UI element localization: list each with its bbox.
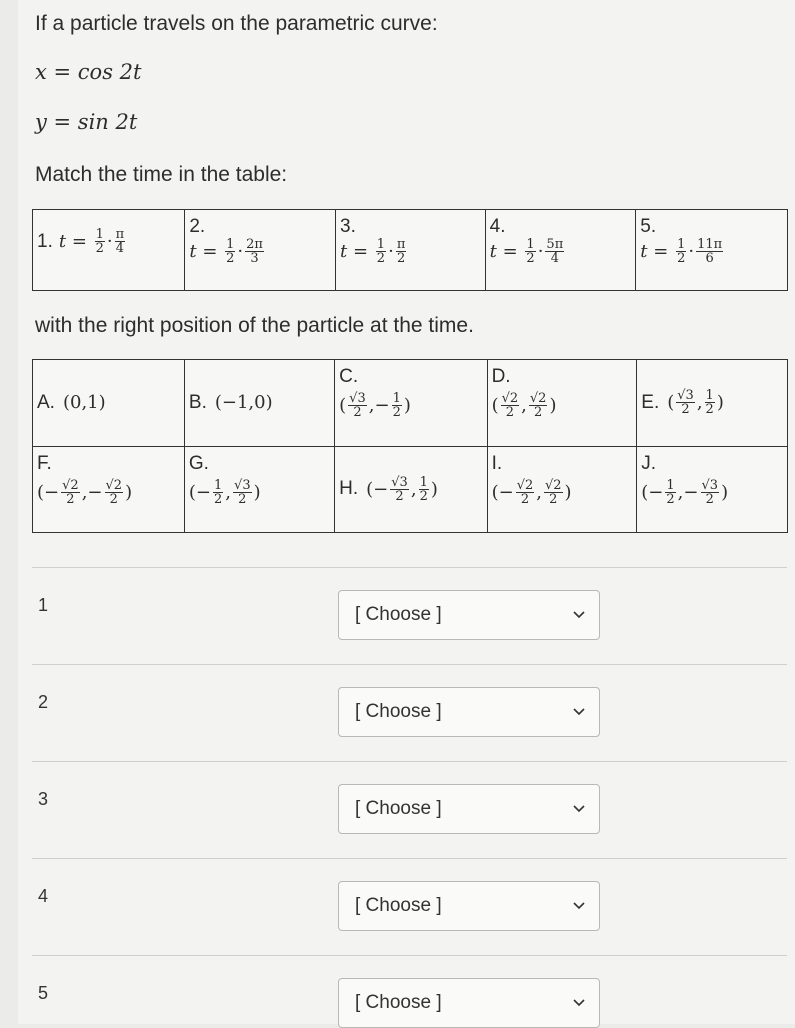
comma: , bbox=[81, 392, 88, 414]
position-label: I. bbox=[491, 452, 503, 474]
time-label: 4. bbox=[489, 216, 506, 237]
numerator: √2 bbox=[516, 477, 534, 493]
minus-sign: − bbox=[44, 481, 60, 503]
position-label: B. bbox=[188, 391, 207, 413]
answer-divider bbox=[32, 567, 787, 568]
time-cell-5 bbox=[636, 210, 788, 291]
coordinate bbox=[374, 392, 403, 419]
answer-divider bbox=[32, 858, 787, 859]
denominator: 2 bbox=[66, 491, 75, 507]
answer-select-1[interactable] bbox=[338, 590, 600, 640]
times-dot: · bbox=[388, 241, 394, 262]
time-inline bbox=[37, 228, 127, 255]
comma: , bbox=[81, 481, 88, 503]
numerator: √2 bbox=[501, 391, 519, 406]
equation-y bbox=[35, 110, 137, 134]
numerator: 5π bbox=[546, 237, 564, 252]
numerator: 1 bbox=[214, 477, 223, 493]
close-paren: ) bbox=[430, 478, 438, 500]
position-inline bbox=[641, 389, 724, 416]
time-label: 3. bbox=[340, 216, 356, 237]
denominator: 2 bbox=[392, 405, 401, 420]
select-value: [ Choose ] bbox=[355, 798, 442, 819]
position-cell-h bbox=[335, 446, 487, 533]
fraction bbox=[676, 389, 695, 416]
coordinate bbox=[373, 476, 411, 503]
coordinate bbox=[196, 479, 225, 506]
time-expression bbox=[640, 238, 725, 265]
position-label: J. bbox=[641, 452, 657, 474]
select-value: [ Choose ] bbox=[355, 701, 442, 722]
denominator: 2 bbox=[95, 241, 104, 256]
answer-select-5[interactable] bbox=[338, 978, 600, 1028]
denominator: 2 bbox=[226, 251, 235, 266]
denominator: 4 bbox=[550, 251, 559, 266]
open-paren: ( bbox=[188, 481, 196, 503]
fraction bbox=[544, 479, 563, 506]
denominator: 2 bbox=[526, 251, 535, 266]
open-paren: ( bbox=[62, 392, 70, 414]
denominator: 2 bbox=[534, 405, 543, 420]
numerator: √3 bbox=[677, 388, 694, 404]
close-paren: ) bbox=[125, 481, 133, 503]
fraction bbox=[525, 238, 535, 265]
answer-divider bbox=[32, 955, 787, 956]
close-paren: ) bbox=[98, 392, 106, 414]
answer-number: 5 bbox=[38, 983, 49, 1003]
coordinate bbox=[499, 479, 537, 506]
comma: , bbox=[248, 392, 255, 414]
position-expression bbox=[366, 476, 438, 503]
comma: , bbox=[410, 478, 417, 500]
numerator: 2π bbox=[246, 237, 263, 252]
position-cell-j bbox=[637, 446, 788, 533]
position-expression bbox=[492, 479, 572, 506]
fraction bbox=[701, 479, 720, 506]
space bbox=[87, 231, 93, 252]
close-paren: ) bbox=[253, 481, 261, 503]
space bbox=[518, 241, 524, 262]
position-cell-b bbox=[184, 360, 334, 447]
denominator: 2 bbox=[395, 488, 404, 504]
close-paren: ) bbox=[716, 392, 724, 414]
fraction bbox=[61, 479, 80, 506]
position-cell-g bbox=[184, 446, 334, 533]
numerator: 1 bbox=[376, 237, 386, 252]
denominator: 2 bbox=[214, 491, 223, 507]
coordinate bbox=[674, 389, 697, 416]
denominator: 2 bbox=[419, 488, 428, 504]
position-cell-a bbox=[33, 360, 185, 447]
fraction bbox=[419, 476, 429, 503]
space bbox=[668, 241, 674, 262]
coordinate bbox=[527, 392, 550, 419]
coordinate bbox=[648, 479, 677, 506]
positions-row bbox=[33, 360, 788, 447]
select-value: [ Choose ] bbox=[355, 992, 442, 1013]
times-table bbox=[32, 209, 788, 291]
denominator: 3 bbox=[250, 251, 259, 266]
answer-select-3[interactable] bbox=[338, 784, 600, 834]
time-prefix: t = bbox=[340, 241, 369, 262]
fraction bbox=[545, 238, 564, 265]
open-paren: ( bbox=[37, 481, 45, 503]
comma: , bbox=[368, 395, 375, 416]
fraction bbox=[390, 476, 409, 503]
numerator: π bbox=[396, 237, 406, 252]
fraction bbox=[213, 479, 223, 506]
comma: , bbox=[696, 392, 703, 414]
time-prefix: t = bbox=[640, 241, 669, 262]
chevron-down-icon[interactable] bbox=[569, 902, 589, 910]
numerator: √2 bbox=[62, 477, 79, 493]
minus-sign: − bbox=[195, 481, 212, 503]
time-cell-2 bbox=[185, 210, 336, 291]
open-paren: ( bbox=[339, 395, 347, 416]
numerator: 1 bbox=[526, 237, 535, 252]
minus-sign: − bbox=[498, 481, 514, 503]
position-cell-d bbox=[487, 360, 637, 447]
time-expression bbox=[59, 228, 127, 255]
numerator: √2 bbox=[529, 391, 547, 406]
numerator: 1 bbox=[677, 237, 686, 252]
minus-sign: − bbox=[87, 481, 103, 503]
denominator: 4 bbox=[115, 241, 125, 256]
denominator: 2 bbox=[681, 402, 690, 418]
chevron-down-icon[interactable] bbox=[569, 611, 589, 619]
position-label: D. bbox=[491, 366, 511, 387]
comma: , bbox=[536, 481, 542, 503]
numerator: 1 bbox=[705, 388, 714, 404]
close-paren: ) bbox=[721, 481, 729, 503]
position-label: G. bbox=[188, 452, 209, 474]
denominator: 2 bbox=[353, 405, 362, 420]
denominator: 2 bbox=[505, 405, 515, 420]
position-inline bbox=[37, 392, 106, 414]
coordinate bbox=[87, 479, 125, 506]
minus-sign: − bbox=[373, 478, 389, 500]
time-cell-3 bbox=[336, 210, 486, 291]
fraction bbox=[396, 238, 407, 265]
position-cell-i bbox=[487, 446, 637, 533]
numerator: 1 bbox=[226, 237, 235, 252]
position-expression bbox=[189, 479, 261, 506]
denominator: 2 bbox=[705, 491, 714, 507]
position-expression bbox=[215, 392, 273, 413]
close-paren: ) bbox=[549, 395, 557, 416]
coordinate bbox=[222, 392, 249, 413]
fraction bbox=[665, 479, 675, 506]
fraction bbox=[233, 479, 252, 506]
position-label: H. bbox=[339, 478, 359, 500]
denominator: 2 bbox=[109, 491, 118, 507]
close-paren: ) bbox=[265, 392, 273, 414]
coordinate-value: −1 bbox=[221, 392, 249, 414]
numerator: 1 bbox=[95, 227, 104, 242]
open-paren: ( bbox=[366, 478, 374, 500]
denominator: 2 bbox=[705, 402, 714, 418]
comma: , bbox=[225, 481, 232, 503]
denominator: 6 bbox=[705, 251, 714, 266]
denominator: 2 bbox=[396, 251, 406, 266]
numerator: 1 bbox=[392, 391, 401, 406]
denominator: 2 bbox=[549, 491, 558, 507]
position-cell-e bbox=[637, 360, 788, 447]
space bbox=[368, 241, 374, 262]
position-cell-c bbox=[335, 360, 487, 447]
denominator: 2 bbox=[666, 491, 675, 507]
coordinate-value: 1 bbox=[87, 392, 99, 414]
coordinate bbox=[231, 479, 254, 506]
position-instruction: with the right position of the particle at the time. bbox=[35, 314, 474, 337]
numerator: 1 bbox=[419, 474, 428, 490]
position-label: E. bbox=[641, 391, 660, 413]
coordinate bbox=[417, 476, 431, 503]
coordinate bbox=[70, 392, 81, 413]
fraction bbox=[115, 228, 126, 255]
position-expression bbox=[37, 479, 132, 506]
chevron-down-icon[interactable] bbox=[569, 805, 589, 813]
open-paren: ( bbox=[491, 395, 499, 416]
fraction bbox=[392, 392, 402, 419]
times-dot: · bbox=[106, 231, 113, 252]
comma: , bbox=[677, 481, 684, 503]
position-inline bbox=[189, 392, 273, 414]
space bbox=[217, 241, 223, 262]
fraction bbox=[245, 238, 264, 265]
open-paren: ( bbox=[667, 392, 675, 414]
denominator: 2 bbox=[677, 251, 686, 266]
times-dot: · bbox=[537, 241, 544, 262]
question-intro: If a particle travels on the parametric curve: bbox=[35, 12, 438, 35]
fraction bbox=[676, 238, 686, 265]
numerator: √2 bbox=[105, 477, 123, 493]
comma: , bbox=[521, 395, 527, 416]
equation-x-text: x = cos 2t bbox=[35, 60, 142, 84]
fraction bbox=[516, 479, 535, 506]
position-expression bbox=[667, 389, 724, 416]
answer-number: 3 bbox=[38, 789, 49, 809]
numerator: 11π bbox=[697, 237, 723, 252]
denominator: 2 bbox=[376, 251, 386, 266]
time-label: 2. bbox=[189, 216, 206, 237]
fraction bbox=[501, 392, 520, 419]
numerator: √2 bbox=[544, 477, 562, 493]
minus-sign: − bbox=[683, 481, 699, 503]
time-prefix: t = bbox=[58, 231, 87, 252]
positions-table bbox=[32, 359, 788, 533]
time-cell-4 bbox=[485, 210, 636, 291]
coordinate bbox=[703, 389, 717, 416]
fraction bbox=[696, 238, 723, 265]
select-value: [ Choose ] bbox=[355, 895, 442, 916]
time-prefix: t = bbox=[489, 241, 518, 262]
time-expression bbox=[340, 238, 408, 265]
close-paren: ) bbox=[564, 481, 572, 503]
fraction bbox=[705, 389, 715, 416]
coordinate-value: 0 bbox=[254, 392, 266, 414]
close-paren: ) bbox=[403, 395, 411, 416]
position-expression bbox=[339, 392, 411, 419]
position-label: C. bbox=[339, 366, 359, 387]
time-label: 1. bbox=[37, 230, 53, 252]
chevron-down-icon[interactable] bbox=[569, 999, 589, 1007]
position-inline bbox=[339, 476, 438, 503]
minus-sign: − bbox=[648, 481, 664, 503]
numerator: π bbox=[115, 227, 125, 242]
select-value: [ Choose ] bbox=[355, 604, 442, 625]
denominator: 2 bbox=[520, 491, 530, 507]
match-instruction: Match the time in the table: bbox=[35, 163, 288, 186]
answer-select-4[interactable] bbox=[338, 881, 600, 931]
answer-divider bbox=[32, 664, 787, 665]
coordinate bbox=[542, 479, 565, 506]
times-row bbox=[33, 210, 788, 291]
coordinate bbox=[254, 392, 265, 413]
position-label: F. bbox=[37, 452, 52, 474]
time-prefix: t = bbox=[189, 241, 218, 262]
fraction bbox=[348, 392, 367, 419]
answer-divider bbox=[32, 761, 787, 762]
position-cell-f bbox=[33, 446, 185, 533]
answer-number: 1 bbox=[38, 595, 49, 615]
open-paren: ( bbox=[641, 481, 649, 503]
equation-y-text: y = sin 2t bbox=[35, 110, 138, 134]
denominator: 2 bbox=[238, 491, 247, 507]
times-dot: · bbox=[688, 241, 695, 262]
coordinate bbox=[44, 479, 82, 506]
time-label: 5. bbox=[640, 216, 657, 237]
time-expression bbox=[189, 238, 266, 265]
chevron-down-icon[interactable] bbox=[569, 708, 589, 716]
open-paren: ( bbox=[491, 481, 499, 503]
position-expression bbox=[641, 479, 728, 506]
position-expression bbox=[63, 392, 106, 413]
numerator: √3 bbox=[391, 474, 408, 490]
numerator: √3 bbox=[701, 477, 719, 493]
answer-number: 2 bbox=[38, 692, 49, 712]
open-paren: ( bbox=[214, 392, 222, 414]
time-expression bbox=[490, 238, 567, 265]
position-expression bbox=[492, 392, 557, 419]
coordinate bbox=[87, 392, 98, 413]
position-label: A. bbox=[37, 391, 55, 413]
times-dot: · bbox=[237, 241, 244, 262]
numerator: √3 bbox=[234, 477, 251, 493]
fraction bbox=[529, 392, 548, 419]
time-cell-1 bbox=[33, 210, 185, 291]
fraction bbox=[225, 238, 235, 265]
coordinate bbox=[346, 392, 369, 419]
equation-x bbox=[35, 60, 141, 84]
coordinate bbox=[683, 479, 721, 506]
numerator: √3 bbox=[349, 391, 366, 406]
fraction bbox=[376, 238, 386, 265]
answer-number: 4 bbox=[38, 886, 49, 906]
answer-select-2[interactable] bbox=[338, 687, 600, 737]
positions-row bbox=[33, 446, 788, 533]
fraction bbox=[105, 479, 124, 506]
numerator: 1 bbox=[666, 477, 675, 493]
coordinate bbox=[499, 392, 522, 419]
fraction bbox=[95, 228, 105, 255]
coordinate-value: 0 bbox=[69, 392, 82, 414]
minus-sign: − bbox=[374, 395, 390, 416]
